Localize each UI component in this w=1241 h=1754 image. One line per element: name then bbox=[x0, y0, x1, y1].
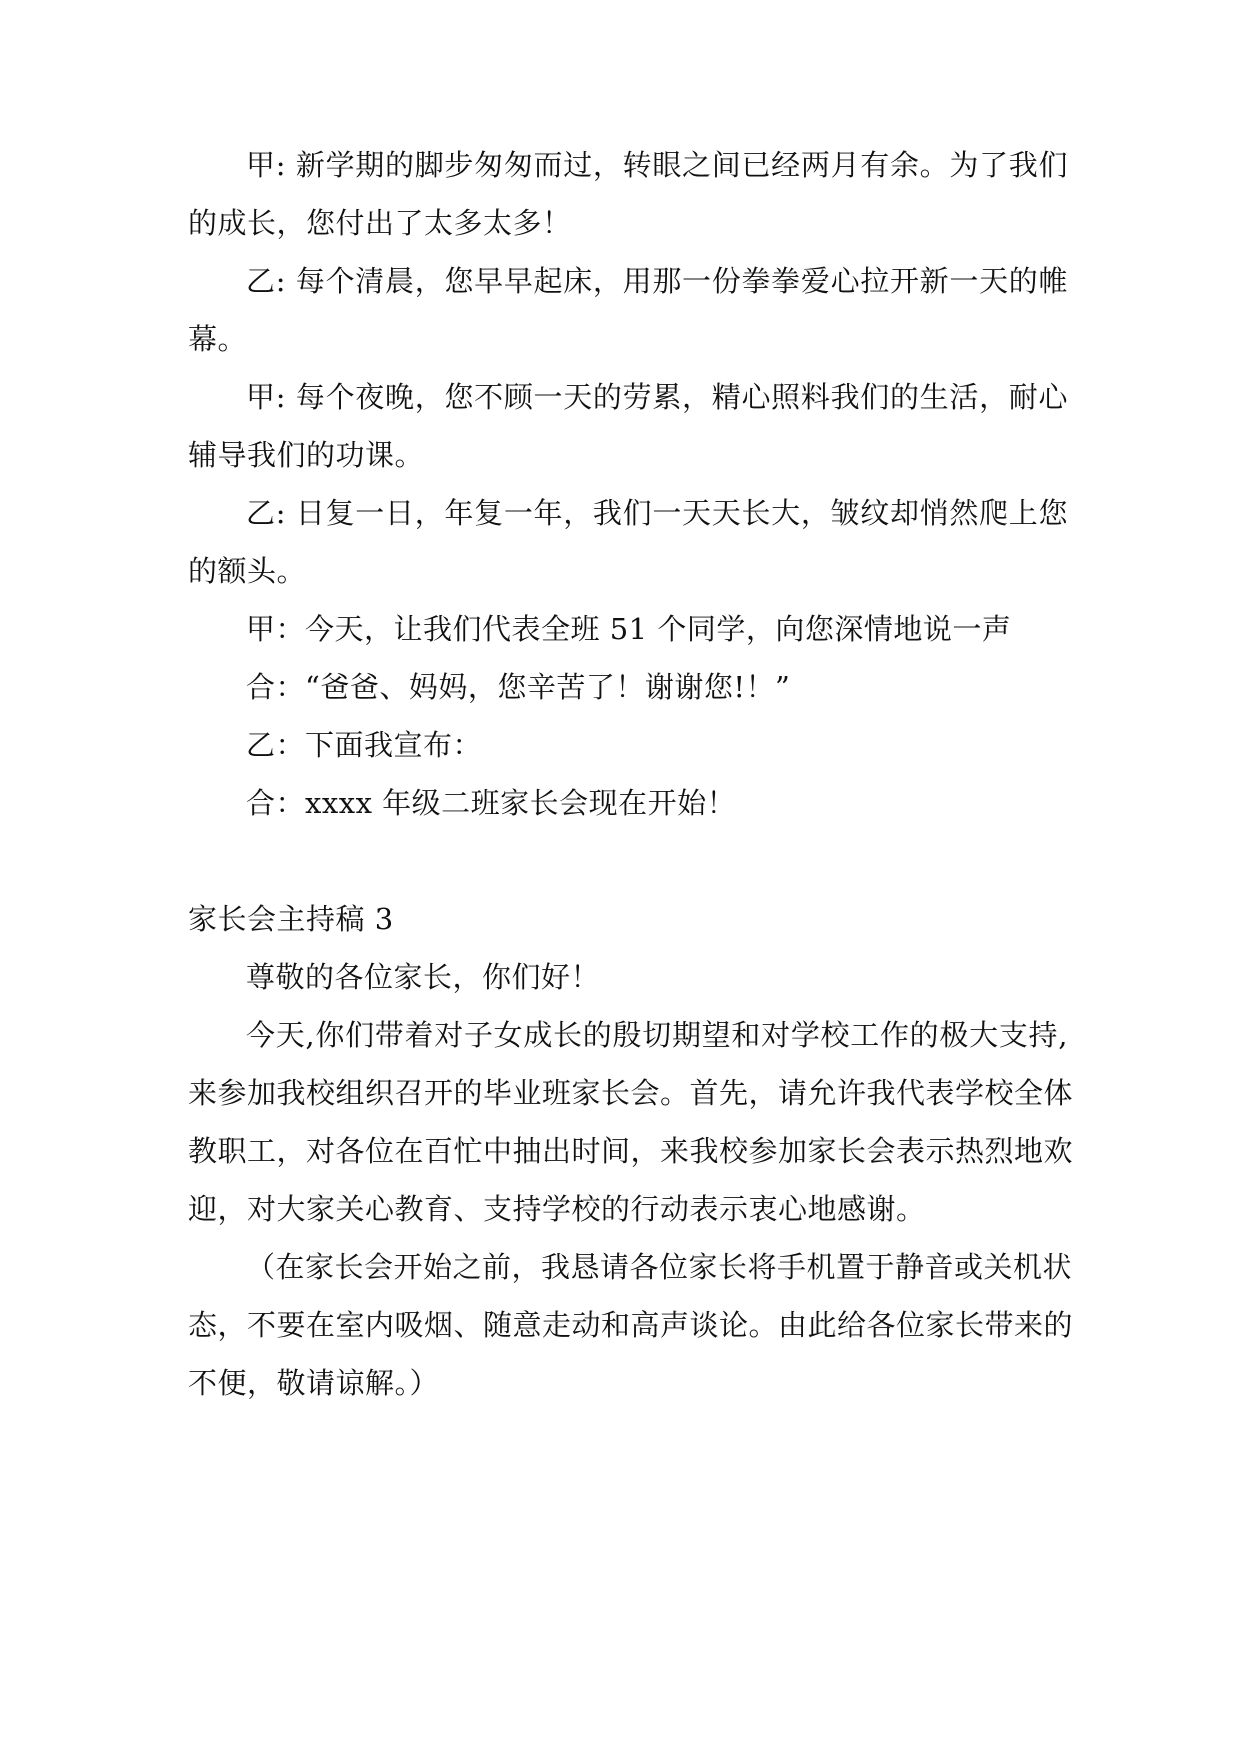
paragraph-line: 不便，敬请谅解。） bbox=[188, 1366, 440, 1400]
paragraph-line: 迎，对大家关心教育、支持学校的行动表示衷心地感谢。 bbox=[188, 1192, 926, 1226]
paragraph-line: 的额头。 bbox=[188, 554, 307, 588]
paragraph-line: 甲：今天，让我们代表全班 51 个同学，向您深情地说一声 bbox=[246, 612, 1012, 646]
paragraph-line: 甲: 每个夜晚，您不顾一天的劳累，精心照料我们的生活，耐心 bbox=[246, 380, 1068, 414]
paragraph-line: 今天,你们带着对子女成长的殷切期望和对学校工作的极大支持, bbox=[246, 1018, 1068, 1052]
paragraph-line: 辅导我们的功课。 bbox=[188, 438, 425, 472]
paragraph-line: 合：xxxx 年级二班家长会现在开始！ bbox=[246, 786, 737, 820]
paragraph-line: 的成长，您付出了太多太多！ bbox=[188, 206, 572, 240]
paragraph-line: 甲: 新学期的脚步匆匆而过，转眼之间已经两月有余。为了我们 bbox=[246, 148, 1068, 182]
paragraph-line: 乙：下面我宣布： bbox=[246, 728, 483, 762]
paragraph-line: 幕。 bbox=[188, 322, 248, 356]
paragraph-line: 乙: 日复一日，年复一年，我们一天天长大，皱纹却悄然爬上您 bbox=[246, 496, 1068, 530]
paragraph-line: 态，不要在室内吸烟、随意走动和高声谈论。由此给各位家长带来的 bbox=[188, 1308, 1074, 1342]
paragraph-line: （在家长会开始之前，我恳请各位家长将手机置于静音或关机状 bbox=[246, 1250, 1073, 1284]
paragraph-line: 教职工，对各位在百忙中抽出时间，来我校参加家长会表示热烈地欢 bbox=[188, 1134, 1074, 1168]
section-heading: 家长会主持稿 3 bbox=[188, 902, 394, 936]
paragraph-line: 合：“爸爸、妈妈，您辛苦了！谢谢您!！” bbox=[246, 670, 791, 704]
paragraph-line: 乙: 每个清晨，您早早起床，用那一份拳拳爱心拉开新一天的帷 bbox=[246, 264, 1068, 298]
paragraph-line: 来参加我校组织召开的毕业班家长会。首先，请允许我代表学校全体 bbox=[188, 1076, 1074, 1110]
paragraph-line: 尊敬的各位家长，你们好！ bbox=[246, 960, 601, 994]
